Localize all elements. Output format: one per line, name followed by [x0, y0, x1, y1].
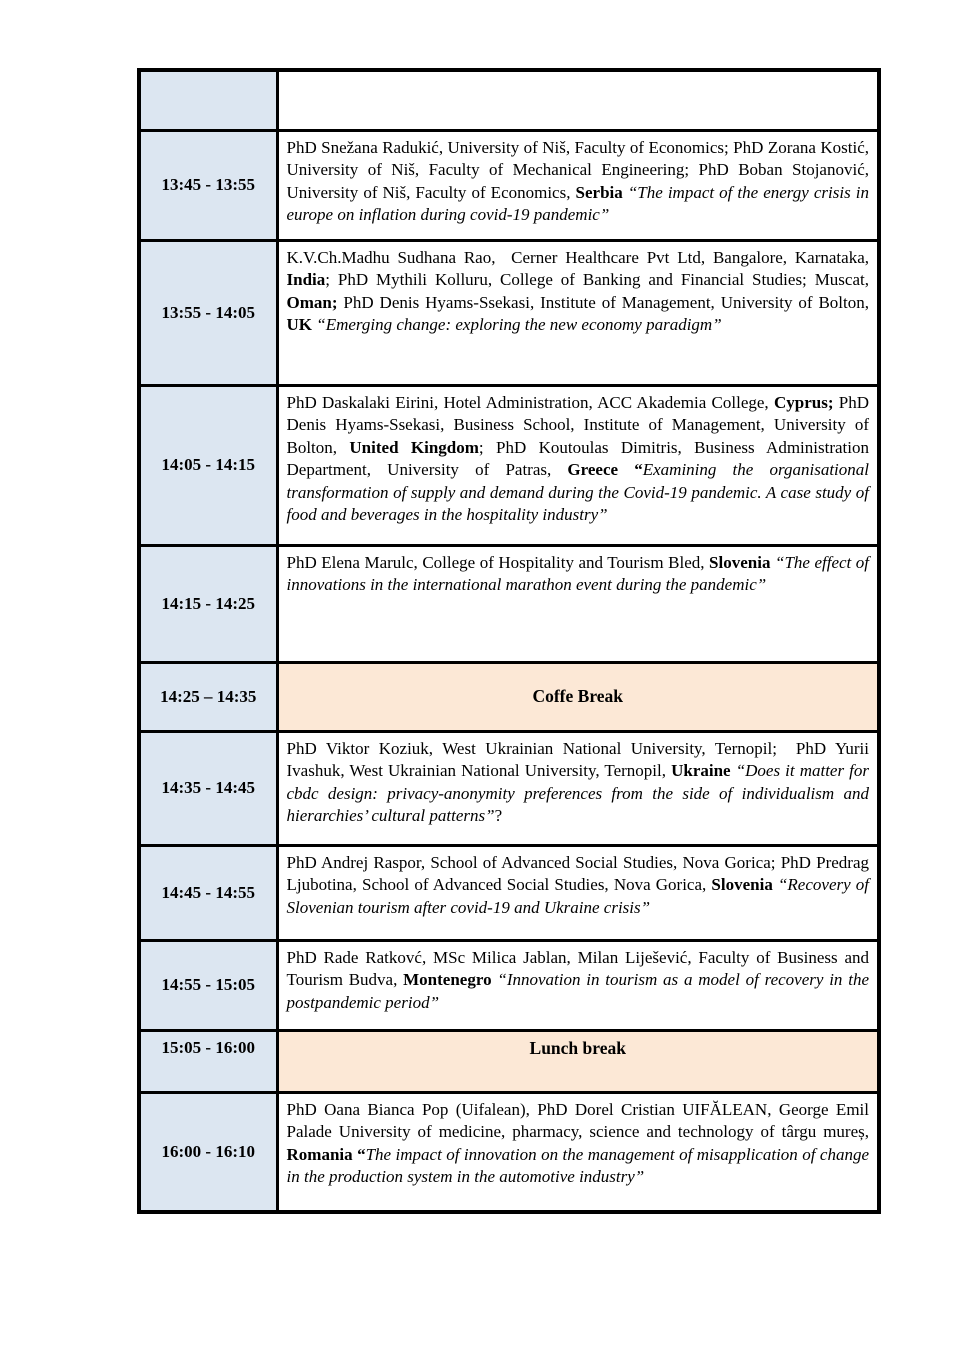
- schedule-table: [137, 68, 881, 1214]
- time-slot: 14:45 - 14:55: [139, 845, 277, 940]
- session-row: [139, 845, 879, 940]
- session-row: [139, 1092, 879, 1212]
- text-run: Greece “: [567, 460, 643, 479]
- empty-header-cell: [277, 70, 879, 130]
- text-run: “Recovery of Slovenian tourism after covid-19 and Ukraine crisis”: [286, 875, 874, 917]
- text-run: Montenegro: [403, 970, 492, 989]
- time-slot: 14:35 - 14:45: [139, 731, 277, 845]
- text-run: UK: [286, 315, 312, 334]
- text-run: Romania “: [286, 1144, 366, 1164]
- session-row: [139, 385, 879, 545]
- time-slot: [139, 70, 277, 130]
- text-run: ; PhD Koutoulas Dimitris, Business Administration Department, University of Patras,: [286, 437, 874, 479]
- time-slot: 14:05 - 14:15: [139, 385, 277, 545]
- text-run: PhD Viktor Koziuk, West Ukrainian National University, Ternopil; PhD Yurii Ivashuk, West Ukrainian National University, Ternopil,: [286, 738, 874, 780]
- break-row: [139, 1030, 879, 1092]
- session-row: [139, 240, 879, 385]
- session-details-cell: [277, 845, 879, 940]
- session-row: [139, 731, 879, 845]
- session-details-cell: [277, 240, 879, 385]
- text-run: “Innovation in tourism as a model of recovery in the postpandemic period”: [286, 970, 874, 1012]
- text-run: K.V.Ch.Madhu Sudhana Rao, Cerner Healthcare Pvt Ltd, Bangalore, Karnataka,: [286, 247, 874, 267]
- time-slot: 14:25 – 14:35: [139, 662, 277, 731]
- session-details-cell: [277, 130, 879, 240]
- session-details-cell: [277, 940, 879, 1030]
- text-run: Examining the organisational transformation of supply and demand during the Covid-19 pandemic. A case study of food and beverages in the hospitality industry”: [286, 460, 874, 524]
- time-slot: 13:55 - 14:05: [139, 240, 277, 385]
- session-row: [139, 940, 879, 1030]
- text-run: PhD Elena Marulc, College of Hospitality and Tourism Bled,: [286, 552, 710, 572]
- text-run: PhD Denis Hyams-Ssekasi, Institute of Management, University of Bolton,: [337, 292, 874, 312]
- time-slot: 14:15 - 14:25: [139, 545, 277, 662]
- time-slot: 14:55 - 15:05: [139, 940, 277, 1030]
- text-run: “The effect of innovations in the international marathon event during the pandemic”: [286, 552, 874, 594]
- session-details-cell: [277, 731, 879, 845]
- text-run: PhD Oana Bianca Pop (Uifalean), PhD Dorel Cristian UIFĂLEAN, George Emil Palade University of medicine, pharmacy, science and technology of târgu mureș,: [286, 1099, 874, 1141]
- text-run: “Does it matter for cbdc design: privacy-anonymity preferences from the side of individualism and hierarchies’ cultural patterns”: [286, 761, 874, 825]
- text-run: Serbia: [575, 182, 623, 202]
- session-details-cell: [277, 545, 879, 662]
- time-slot: 15:05 - 16:00: [139, 1030, 277, 1092]
- session-details-cell: [277, 385, 879, 545]
- text-run: PhD Snežana Radukić, University of Niš, Faculty of Economics; PhD Zorana Kostić, University of Niš, Faculty of Mechanical Engineering; PhD Boban Stojanović, University of Niš, Faculty of Economics,: [286, 137, 874, 202]
- text-run: Cyprus;: [773, 392, 834, 412]
- schedule-table-body: [139, 70, 879, 1212]
- session-row: [139, 545, 879, 662]
- text-run: Oman;: [286, 292, 338, 312]
- text-run: PhD Denis Hyams-Ssekasi, Business School, Institute of Management, University of Bolton,: [286, 392, 874, 457]
- text-run: ; PhD Mythili Kolluru, College of Banking and Financial Studies; Muscat,: [325, 270, 874, 289]
- break-label: Coffe Break: [532, 686, 624, 706]
- text-run: “Emerging change: exploring the new economy paradigm”: [316, 315, 722, 334]
- text-run: “The impact of the energy crisis in europe on inflation during covid-19 pandemic”: [286, 182, 874, 224]
- break-label: Lunch break: [529, 1037, 626, 1058]
- text-run: Ukraine: [671, 761, 731, 780]
- text-run: PhD Rade Ratkovć, MSc Milica Jablan, Milan Liješević, Faculty of Business and Tourism Budva,: [286, 947, 873, 989]
- text-run: The impact of innovation on the management of misapplication of change in the production system in the automotive industry”: [286, 1144, 874, 1186]
- text-run: ?: [494, 806, 503, 825]
- text-run: Slovenia: [711, 875, 773, 894]
- break-label-cell: [277, 1030, 879, 1092]
- break-label-cell: [277, 662, 879, 731]
- text-run: United Kingdom: [349, 437, 479, 457]
- session-row: [139, 130, 879, 240]
- time-slot: 13:45 - 13:55: [139, 130, 277, 240]
- text-run: India: [286, 270, 326, 289]
- break-row: [139, 662, 879, 731]
- header-row: [139, 70, 879, 130]
- session-details-cell: [277, 1092, 879, 1212]
- text-run: PhD Daskalaki Eirini, Hotel Administration, ACC Akademia College,: [286, 392, 774, 412]
- text-run: PhD Andrej Raspor, School of Advanced Social Studies, Nova Gorica; PhD Predrag Ljubotina, School of Advanced Social Studies, Nova Gorica,: [286, 852, 874, 894]
- time-slot: 16:00 - 16:10: [139, 1092, 277, 1212]
- text-run: Slovenia: [709, 552, 771, 572]
